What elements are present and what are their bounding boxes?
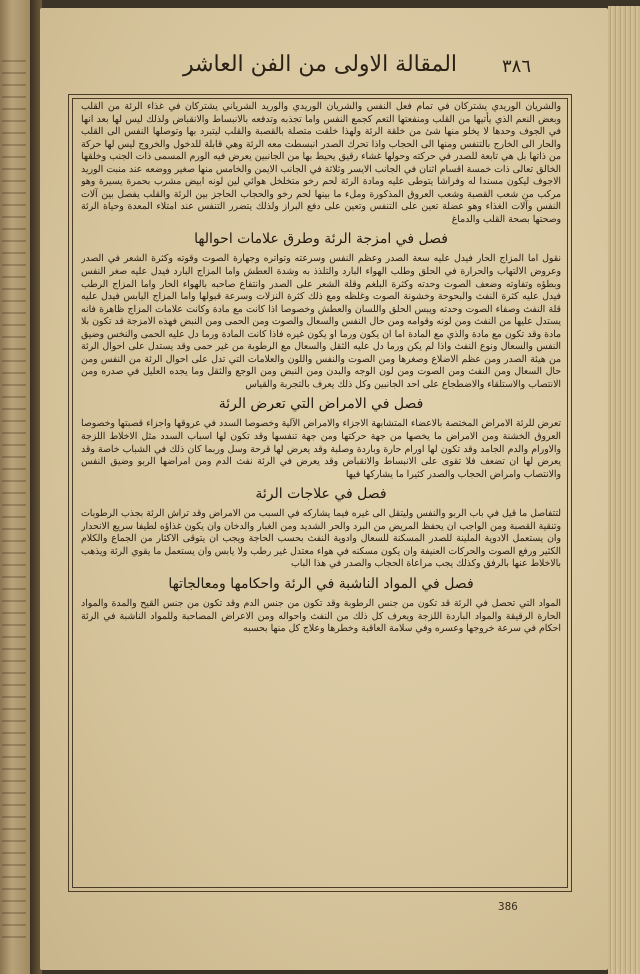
text-frame bbox=[68, 94, 572, 892]
section-4-heading: فصل في المواد الناشبة في الرئة واحكامها ومعالجاتها bbox=[168, 575, 474, 592]
facing-page-text bbox=[2, 60, 26, 940]
page-stack-edge bbox=[608, 6, 640, 974]
section-2-heading: فصل في الامراض التي تعرض الرئة bbox=[218, 396, 424, 413]
section-3-paragraph: لتتفاصل ما قيل في باب الربو والنفس وليتقل الى غيره فيما يشاركه في السبب من الامراض وقد تراش الرئة بجذب الرطوبات وتنقية القصبة ومن الواجب ان يحفظ المريض من البرد والحر الشديد ومن الغبار والدخان وان يكون غذاؤه لطيفا سريع الانحدار وان يستعمل الادوية الملينة للصدر المسكنة للسعال وادوية النفث بحسب الحاجة ويجب ان يتوقى الاكثار من الجماع والكلام الكثير ورفع الصوت والحركات العنيفة وان يكون مسكنه في هواء معتدل غير رطب ولا يابس وان يستعمل ما يقوي الرئة ويذهب بالاخلاط عنها بالرفق وكذلك يجب مراعاة الحجاب والصدر في هذا الباب bbox=[81, 508, 561, 570]
section-2-paragraph: تعرض للرئة الامراض المختصة بالاعضاء المتشابهة الاجزاء والامراض الآلية وخصوصا السدد في عروقها واجزاء قصبتها وخصوصا العروق الخشنة ومن الامراض ما يخصها من جهة حركتها ومن جهة تنفسها وقد تكون لها اسباب السدد مثل الاخلاط اللزجة والاورام والدم الجامد وقد تكون لها اورام حارة وباردة وصلبة وقد يعرض لها قرحة وسل وربما كان ذلك في الشباب خاصة وقد يعرض لها ان تضعف فلا تقوى على الانبساط والانقباض وقد يعرض في الرئة نفث الدم ومن امراضها الربو وضيق النفس والانتصاب وامراض الحجاب والصدر كثيرا ما يشاركها فيها bbox=[81, 418, 561, 480]
page-body bbox=[81, 101, 561, 638]
section-0-paragraph: والشريان الوريدي يشتركان في تمام فعل النفس والشريان الوريدي والوريد الشرياني يشتركان في غذاء الرئة من القلب وبعض النعم الذي يأتيها من القلب ومنفعتها التعم كجمع النفس واما تجذبه وتدفعه بالانبساط والانقباض ولذلك ليس لها بعد انها في الجوف وحدها لا يخلو منها شئ من خلقة الرئة ولهذا خلقت متصلة بالقصبة والقلب ليتبرد بها وتوصلها النفس الى القلب والحار الى الخارج بالتنفس ومنها الى الحجاب واذا تحرك الصدر انبسطت معه الرئة وهي قابلة للدخول والخروج ليس لها حركة من ذاتها بل هي تابعة للصدر في حركته وحولها غشاء رقيق يحيط بها من الجانبين يعرض فيه الورم المسمى ذات الجنب وخلقها الخالق تعالى ذات خمسة اقسام اثنان في الجانب الايسر وثلاثة في الجانب الايمن والخامس منها صغير ووضعه عند منبت الوريد الاجوف ليكون مسندا له وفراشا يتوطى عليه ومادة الرئة لحم رخو متخلخل هوائي لين لونه ابيض مشرب بحمرة يسيرة وهو مركب من شعب القصبة وشعب العروق المذكورة وملء ما بينها لحم رخو والحجاب الحاجز بين الرئة والقلب يفصل بين آلات النفس وآلات الغذاء وهو عضلة تعين على التنفس وتعين على دفع البراز ولذلك يتضرر التنفس عند امتلاء المعدة وحياة الرئة وصحتها بصحة القلب والدماغ bbox=[81, 101, 561, 225]
facing-page-edge bbox=[0, 0, 30, 974]
section-4-paragraph: المواد التي تحصل في الرئة قد تكون من جنس الرطوبة وقد تكون من جنس الدم وقد تكون من جنس القيح والمدة والمواد الحارة الرقيقة والمواد الباردة اللزجة ويعرف كل ذلك من النفث واحواله ومن الاعراض المصاحبة وللمواد الناشبة في الرئة احكام في سرعة خروجها وعسره وفي سلامة العاقبة وخطرها وعلاج كل منها بحسبه bbox=[81, 597, 561, 635]
book-page bbox=[40, 8, 608, 970]
footer-page-number: 386 bbox=[498, 900, 518, 913]
section-1-heading: فصل في امزجة الرئة وطرق علامات احوالها bbox=[194, 231, 448, 248]
section-3-heading: فصل في علاجات الرئة bbox=[255, 486, 387, 503]
page-title: المقالة الاولى من الفن العاشر bbox=[182, 52, 458, 77]
page-number: ٣٨٦ bbox=[502, 56, 532, 77]
section-1-paragraph: نقول اما المزاج الحار فيدل عليه سعة الصدر وعظم النفس وسرعته وتواتره وجهارة الصوت وقوته وكثرة الشعر في الصدر وعروض الالتهاب والحرارة في الحلق وطلب الهواء البارد والتلذذ به وشدة العطش واما المزاج البارد فيدل عليه صغر النفس وبطؤه وتفاوته وضعف الصوت وحدته وكثرة البلغم وقلة الشعر على الصدر وانتفاع صاحبه بالهواء الحار واما المزاج الرطب فيدل عليه كثرة النفث والبحوحة وخشونة الصوت وغلظه ومع ذلك كثرة النزلات وسرعة قبولها واما المزاج اليابس فيدل عليه قلة النفث وصفاء الصوت وحدته ويبس الحلق واللسان والعطش وخصوصا اذا كانت مع مادة وكانت علامات المزاج ظاهرة فانه يستدل عليها من النفث ومن لونه وقوامه ومن حال النفس والسعال والصوت ومن الحمى ومن النبض فهذه الامزجة قد تكون بلا مادة وقد تكون مع مادة والذي مع المادة اما ان يكون ورما او يكون غيره فاذا كانت المادة ورما دل عليه الحمى والنخس وضيق النفس والسعال ونوع النفث واذا لم يكن ورما دل عليه الثقل والسعال مع الرطوبة من غير حمى وقد يستدل على احوال الرئة من هيئة الصدر ومن عظم الاضلاع وصغرها ومن الصوت والنفس واللون والعلامات التي تدل على احوال الرئة من النفس ومن حال السعال ومن النفث ومن الصوت ومن لون الوجه والبدن ومن النبض ومن الوجع والثقل وما يجده العليل في صدره ومن الانتصاب والاستلقاء والاضطجاع على احد الجانبين وكل ذلك يعرف بالتجربة والقياس bbox=[81, 253, 561, 390]
